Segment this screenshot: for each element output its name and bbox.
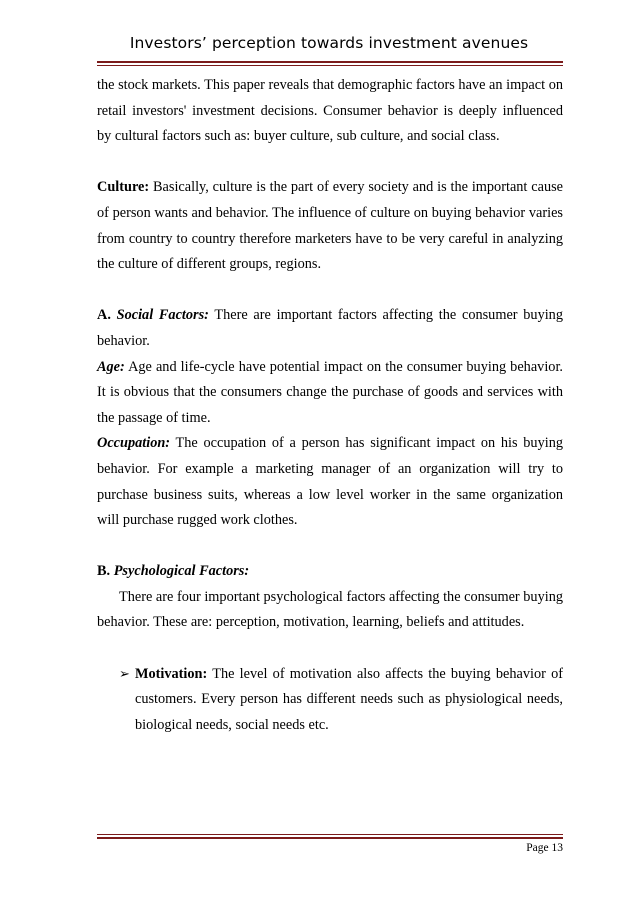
page-number: Page 13 <box>526 842 563 854</box>
social-factors-paragraph <box>97 303 563 354</box>
intro-paragraph: the stock markets. This paper reveals that demographic factors have an impact on retail investors' investment decisions. Consumer behavior is deeply influenced by cultural factors such as: buyer culture, sub culture, and social class. <box>97 77 563 145</box>
occupation-paragraph <box>97 431 563 533</box>
footer-rule-thick <box>97 837 563 839</box>
age-paragraph <box>97 355 563 432</box>
psychological-factors-label: Psychological Factors: <box>113 563 250 580</box>
social-factors-text: There are important factors affecting the consumer buying behavior. <box>97 307 563 349</box>
culture-label: Culture: <box>97 179 150 196</box>
paragraph-gap <box>97 278 563 304</box>
running-header: Investors’ perception towards investment avenues <box>129 34 529 52</box>
body-text <box>97 73 563 738</box>
psychological-paragraph: There are four important psychological factors affecting the consumer buying behavior. These are: perception, motivation, learning, beliefs and attitudes. <box>97 588 563 631</box>
motivation-text: The level of motivation also affects the buying behavior of customers. Every person has different needs such as physiological needs, biological needs, social needs etc. <box>135 665 563 733</box>
motivation-list-item <box>119 662 563 739</box>
header-rule-thin <box>97 65 563 66</box>
occupation-label: Occupation: <box>97 435 171 452</box>
occupation-text: The occupation of a person has significant impact on his buying behavior. For example a marketing manager of an organization will try to purchase business suits, whereas a low level worker in the same organization will purchase rugged work clothes. <box>97 435 563 529</box>
paragraph-gap <box>97 534 563 560</box>
motivation-text-block <box>135 662 563 739</box>
arrow-bullet-icon: ➢ <box>119 666 130 682</box>
culture-text: Basically, culture is the part of every society and is the important cause of person wants and behavior. The influence of culture on buying behavior varies from country to country therefore marketers have to be very careful in analyzing the culture of different groups, regions. <box>97 179 563 273</box>
culture-paragraph <box>97 175 563 277</box>
social-factors-label: Social Factors: <box>116 307 209 324</box>
psychological-heading <box>97 559 563 585</box>
social-prefix: A. <box>97 307 111 324</box>
paragraph-gap <box>97 150 563 176</box>
footer-rule-thin <box>97 834 563 835</box>
psych-prefix: B. <box>97 563 111 580</box>
age-text: Age and life-cycle have potential impact on the consumer buying behavior. It is obvious that the consumers change the purchase of goods and services with the passage of time. <box>97 358 563 426</box>
paragraph-gap <box>97 636 563 662</box>
motivation-label: Motivation: <box>135 665 208 682</box>
age-label: Age: <box>97 358 125 375</box>
header-rule-thick <box>97 61 563 63</box>
